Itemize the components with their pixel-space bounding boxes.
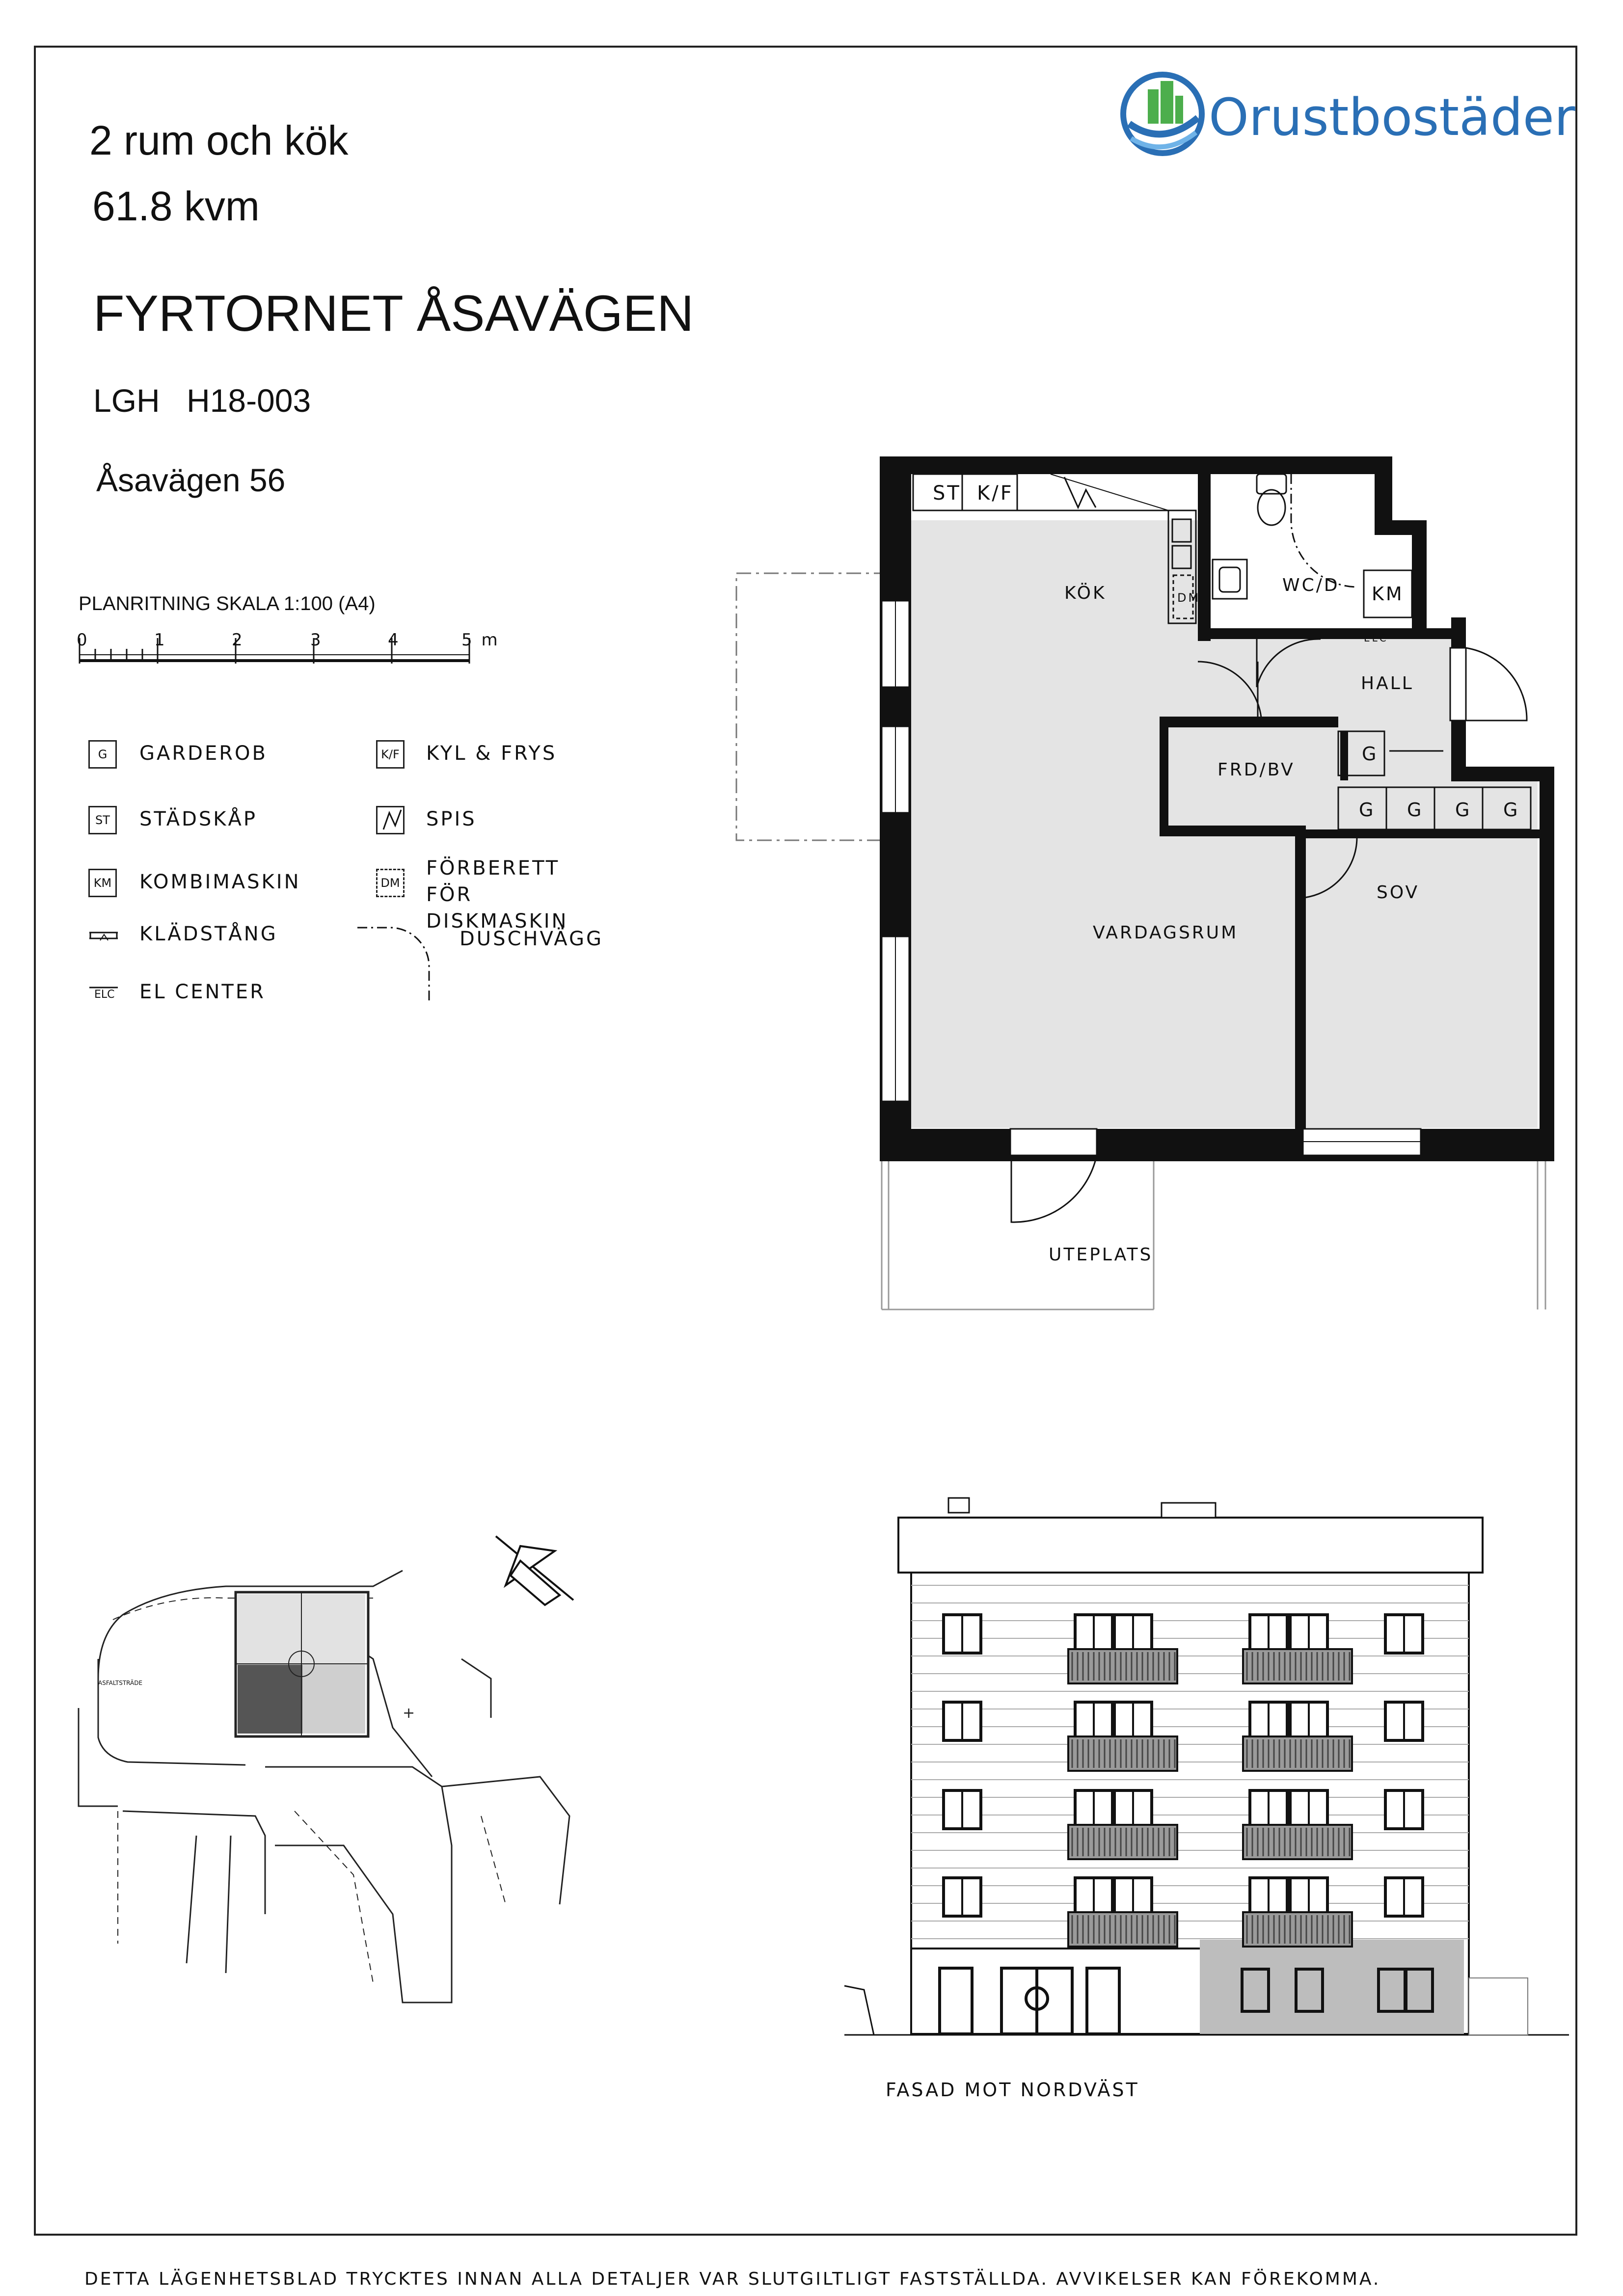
scale-tick-1: 1 [154, 630, 167, 650]
legend-code-kf: K/F [376, 740, 405, 769]
legend-label-diskmaskin: FÖRBERETT FÖR DISKMASKIN [426, 857, 568, 933]
facade-balcony [1243, 1912, 1352, 1947]
footer-disclaimer: DETTA LÄGENHETSBLAD TRYCKTES INNAN ALLA DETALJER VAR SLUTGILTLIGT FASTSTÄLLDA. AVVIKELSER KAN FÖREKOMMA. [84, 2269, 1381, 2289]
legend-code-elc: ELC [94, 988, 115, 1001]
apartment-id: H18-003 [187, 382, 311, 419]
fixture-kf: K/F [977, 482, 1014, 505]
legend-label-kyl-frys: KYL & FRYS [426, 742, 557, 765]
project-title: FYRTORNET ÅSAVÄGEN [93, 285, 694, 342]
legend-code-dm: DM [376, 869, 405, 897]
room-hall: HALL [1361, 673, 1414, 694]
room-patio: UTEPLATS [1049, 1245, 1153, 1265]
fixture-dm: DM [1177, 591, 1201, 605]
legend-label-kladstang: KLÄDSTÅNG [139, 923, 278, 945]
logo-text: Orustbostäder [1209, 87, 1575, 147]
facade-balcony [1068, 1736, 1177, 1771]
wardrobe-3: G [1455, 799, 1472, 821]
room-kitchen: KÖK [1064, 583, 1107, 603]
legend-code-g: G [88, 740, 117, 769]
scale-title: PLANRITNING SKALA 1:100 (A4) [79, 593, 376, 614]
legend-code-st: ST [88, 806, 117, 834]
room-living: VARDAGSRUM [1093, 923, 1239, 943]
svg-text:+: + [403, 1705, 415, 1722]
scale-tick-5: 5 m [461, 630, 500, 650]
facade-balcony [1068, 1649, 1177, 1683]
legend-label-garderob: GARDEROB [139, 742, 268, 765]
facade-balcony [1068, 1912, 1177, 1947]
room-storage: FRD/BV [1217, 760, 1295, 780]
legend-label-spis: SPIS [426, 808, 477, 830]
facade-balcony [1243, 1649, 1352, 1683]
site-road-label: ASFALTSTRÄDE [98, 1680, 143, 1686]
rooms-text: 2 rum och kök [89, 117, 349, 163]
legend-code-km: KM [88, 869, 117, 897]
wardrobe-1: G [1359, 799, 1376, 821]
wardrobe-4: G [1503, 799, 1520, 821]
room-elc: ELC [1364, 632, 1388, 644]
room-km: KM [1372, 583, 1404, 605]
fixture-st: ST [933, 482, 961, 505]
scale-tick-2: 2 [232, 630, 244, 650]
wardrobe-2: G [1407, 799, 1424, 821]
room-bedroom: SOV [1377, 882, 1420, 903]
legend-label-stadskap: STÄDSKÅP [139, 808, 257, 830]
room-wc: WC/D [1282, 575, 1340, 595]
scale-tick-0: 0 [77, 630, 89, 650]
apartment-label: LGH [93, 382, 160, 419]
facade-balcony [1243, 1825, 1352, 1859]
scale-tick-4: 4 [388, 630, 401, 650]
address-text: Åsavägen 56 [96, 462, 286, 498]
legend-label-duschvagg: DUSCHVÄGG [460, 928, 603, 950]
facade-balcony [1068, 1825, 1177, 1859]
area-text: 61.8 kvm [92, 183, 260, 229]
wardrobe-hall: G [1362, 743, 1379, 765]
legend-label-kombimaskin: KOMBIMASKIN [139, 871, 301, 893]
scale-tick-3: 3 [310, 630, 323, 650]
facade-balcony [1243, 1736, 1352, 1771]
facade-title: FASAD MOT NORDVÄST [886, 2079, 1139, 2101]
legend-label-el-center: EL CENTER [139, 981, 266, 1003]
